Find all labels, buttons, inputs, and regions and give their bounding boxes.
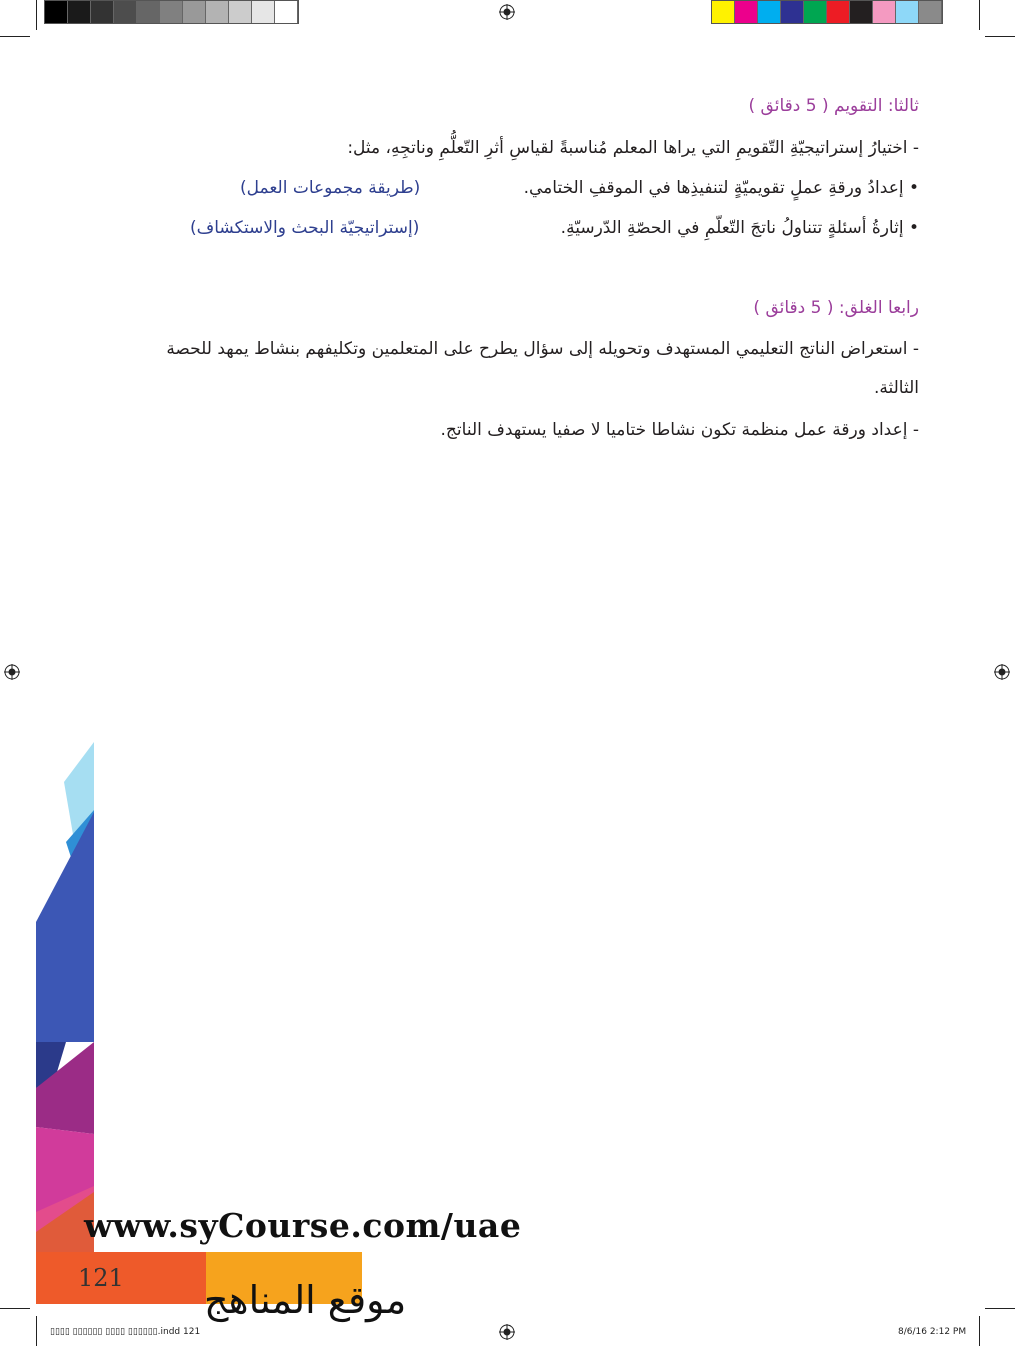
registration-mark-icon <box>499 4 515 20</box>
closure-line: - إعداد ورقة عمل منظمة تكون نشاطا ختاميا لا صفيا يستهدف الناتج. <box>440 420 919 440</box>
slug-date: 8/6/16 2:12 PM <box>898 1327 967 1337</box>
color-swatch <box>758 1 781 23</box>
closure-line-continued: الثالثة. <box>873 378 919 398</box>
registration-mark-icon <box>4 664 20 680</box>
color-swatch <box>919 1 942 23</box>
color-swatch <box>229 1 252 23</box>
color-swatch <box>45 1 68 23</box>
evaluation-bullet-note: (إستراتيجيّة البحث والاستكشاف) <box>190 218 420 238</box>
crop-mark <box>36 1316 37 1346</box>
slug-filename: ▯▯▯▯ ▯▯▯▯▯▯ ▯▯▯▯ ▯▯▯▯▯▯.indd 121 <box>50 1327 201 1337</box>
color-swatch <box>114 1 137 23</box>
registration-mark-icon <box>994 664 1010 680</box>
grayscale-bar <box>44 0 299 24</box>
page-number: 121 <box>78 1264 124 1292</box>
color-swatch <box>275 1 298 23</box>
color-swatch <box>183 1 206 23</box>
evaluation-bullet: • إثارةُ أسئلةٍ تتناولُ ناتجَ التّعلّمِ في الحصّةِ الدّرسيّةِ. <box>560 218 919 238</box>
watermark-url: www.syCourse.com/uae <box>84 1206 522 1245</box>
color-swatch <box>804 1 827 23</box>
color-swatch <box>137 1 160 23</box>
registration-mark-icon <box>499 1324 515 1340</box>
color-swatch <box>206 1 229 23</box>
color-swatch <box>68 1 91 23</box>
crop-mark <box>979 0 980 30</box>
evaluation-intro: - اختيارُ إستراتيجيّةِ التّقويمِ التي يراها المعلم مُناسبةً لقياسِ أثرِ التّعلُّمِ وناتجِهِ، مثل: <box>347 138 919 158</box>
color-swatch <box>735 1 758 23</box>
color-swatch <box>873 1 896 23</box>
color-swatch <box>781 1 804 23</box>
crop-mark <box>985 36 1015 37</box>
evaluation-bullet-note: (طريقة مجموعات العمل) <box>240 178 421 198</box>
crop-mark <box>36 0 37 30</box>
color-swatch <box>252 1 275 23</box>
color-swatch <box>850 1 873 23</box>
color-swatch <box>896 1 919 23</box>
color-swatch <box>827 1 850 23</box>
evaluation-heading: ثالثا: التقويم ( 5 دقائق ) <box>748 96 919 116</box>
closure-line: - استعراض الناتج التعليمي المستهدف وتحويله إلى سؤال يطرح على المتعلمين وتكليفهم بنشاط يمهد للحصة <box>166 339 919 359</box>
color-bar <box>711 0 943 24</box>
evaluation-bullet: • إعدادُ ورقةِ عملٍ تقويميّةٍ لتنفيذِها في الموقفِ الختامي. <box>523 178 919 198</box>
color-swatch <box>160 1 183 23</box>
closure-heading: رابعا الغلق: ( 5 دقائق ) <box>753 298 919 318</box>
color-swatch <box>91 1 114 23</box>
crop-mark <box>985 1308 1015 1309</box>
color-swatch <box>712 1 735 23</box>
crop-mark <box>0 36 30 37</box>
crop-mark <box>979 1316 980 1346</box>
watermark-arabic: موقع المناهج <box>204 1278 407 1322</box>
crop-mark <box>0 1308 30 1309</box>
